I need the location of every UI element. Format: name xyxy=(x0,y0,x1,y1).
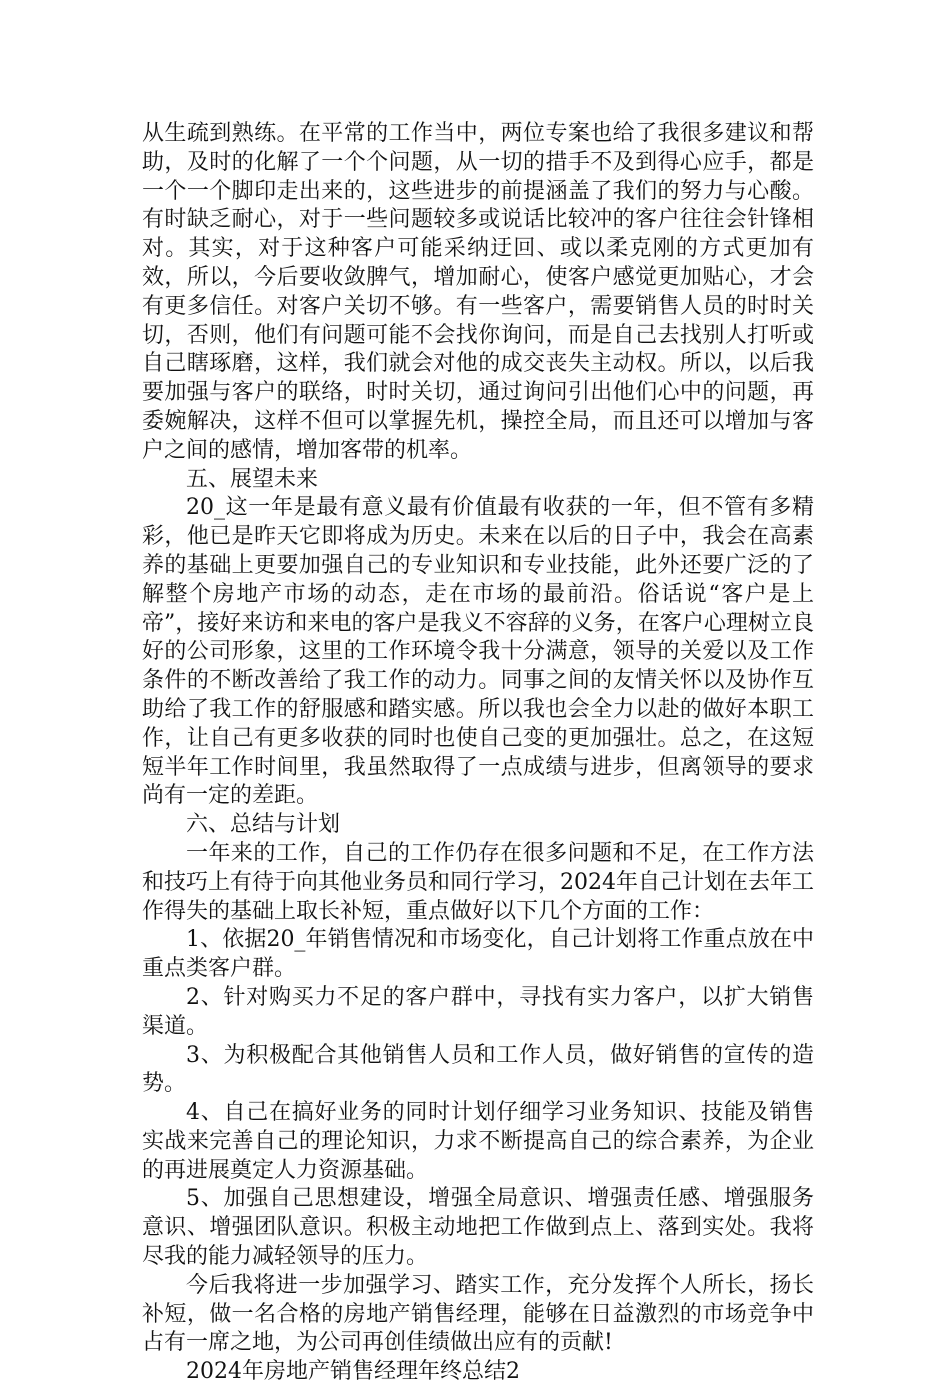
document-body xyxy=(142,120,814,1387)
paragraph-continuation: 从生疏到熟练。在平常的工作当中，两位专案也给了我很多建议和帮助，及时的化解了一个个问题，从一切的措手不及到得心应手，都是一个一个脚印走出来的，这些进步的前提涵盖了我们的努力与心酸。有时缺乏耐心，对于一些问题较多或说话比较冲的客户往往会针锋相对。其实，对于这种客户可能采纳迂回、或以柔克刚的方式更加有效，所以，今后要收敛脾气，增加耐心，使客户感觉更加贴心，才会有更多信任。对客户关切不够。有一些客户，需要销售人员的时时关切，否则，他们有问题可能不会找你询问，而是自己去找别人打听或自己瞎琢磨，这样，我们就会对他的成交丧失主动权。所以，以后我要加强与客户的联络，时时关切，通过询问引出他们心中的问题，再委婉解决，这样不但可以掌握先机，操控全局，而且还可以增加与客户之间的感情，增加客带的机率。 xyxy=(142,121,814,463)
section-heading-outlook: 五、展望未来 xyxy=(186,466,319,492)
paragraph-closing: 今后我将进一步加强学习、踏实工作，充分发挥个人所长，扬长补短，做一名合格的房地产销售经理，能够在日益激烈的市场竞争中占有一席之地，为公司再创佳绩做出应有的贡献! xyxy=(142,1272,814,1356)
plan-item-5: 5、加强自己思想建设，增强全局意识、增强责任感、增强服务意识、增强团队意识。积极主动地把工作做到点上、落到实处。我将尽我的能力减轻领导的压力。 xyxy=(142,1186,814,1270)
plan-item-2: 2、针对购买力不足的客户群中，寻找有实力客户，以扩大销售渠道。 xyxy=(142,984,814,1039)
plan-item-4: 4、自己在搞好业务的同时计划仔细学习业务知识、技能及销售实战来完善自己的理论知识，力求不断提高自己的综合素养，为企业的再进展奠定人力资源基础。 xyxy=(142,1100,814,1183)
section-heading-summary-plan: 六、总结与计划 xyxy=(186,812,341,838)
plan-item-1: 1、依据20_年销售情况和市场变化，自己计划将工作重点放在中重点类客户群。 xyxy=(142,927,814,982)
paragraph-summary-intro: 一年来的工作，自己的工作仍存在很多问题和不足，在工作方法和技巧上有待于向其他业务员和同行学习，2024年自己计划在去年工作得失的基础上取长补短，重点做好以下几个方面的工作： xyxy=(142,840,814,924)
plan-item-3: 3、为积极配合其他销售人员和工作人员，做好销售的宣传的造势。 xyxy=(142,1042,814,1097)
paragraph-outlook: 20_这一年是最有意义最有价值最有收获的一年，但不管有多精彩，他已是昨天它即将成为历史。未来在以后的日子中，我会在高素养的基础上更要加强自己的专业知识和专业技能，此外还要广泛的了解整个房地产市场的动态，走在市场的最前沿。俗话说“客户是上帝”，接好来访和来电的客户是我义不容辞的义务，在客户心理树立良好的公司形象，这里的工作环境令我十分满意，领导的关爱以及工作条件的不断改善给了我工作的动力。同事之间的友情关怀以及协作互助给了我工作的舒服感和踏实感。所以我也会全力以赴的做好本职工作，让自己有更多收获的同时也使自己变的更加强壮。总之，在这短短半年工作时间里，我虽然取得了一点成绩与进步，但离领导的要求尚有一定的差距。 xyxy=(142,495,814,809)
next-document-title: 2024年房地产销售经理年终总结2 xyxy=(186,1359,520,1385)
